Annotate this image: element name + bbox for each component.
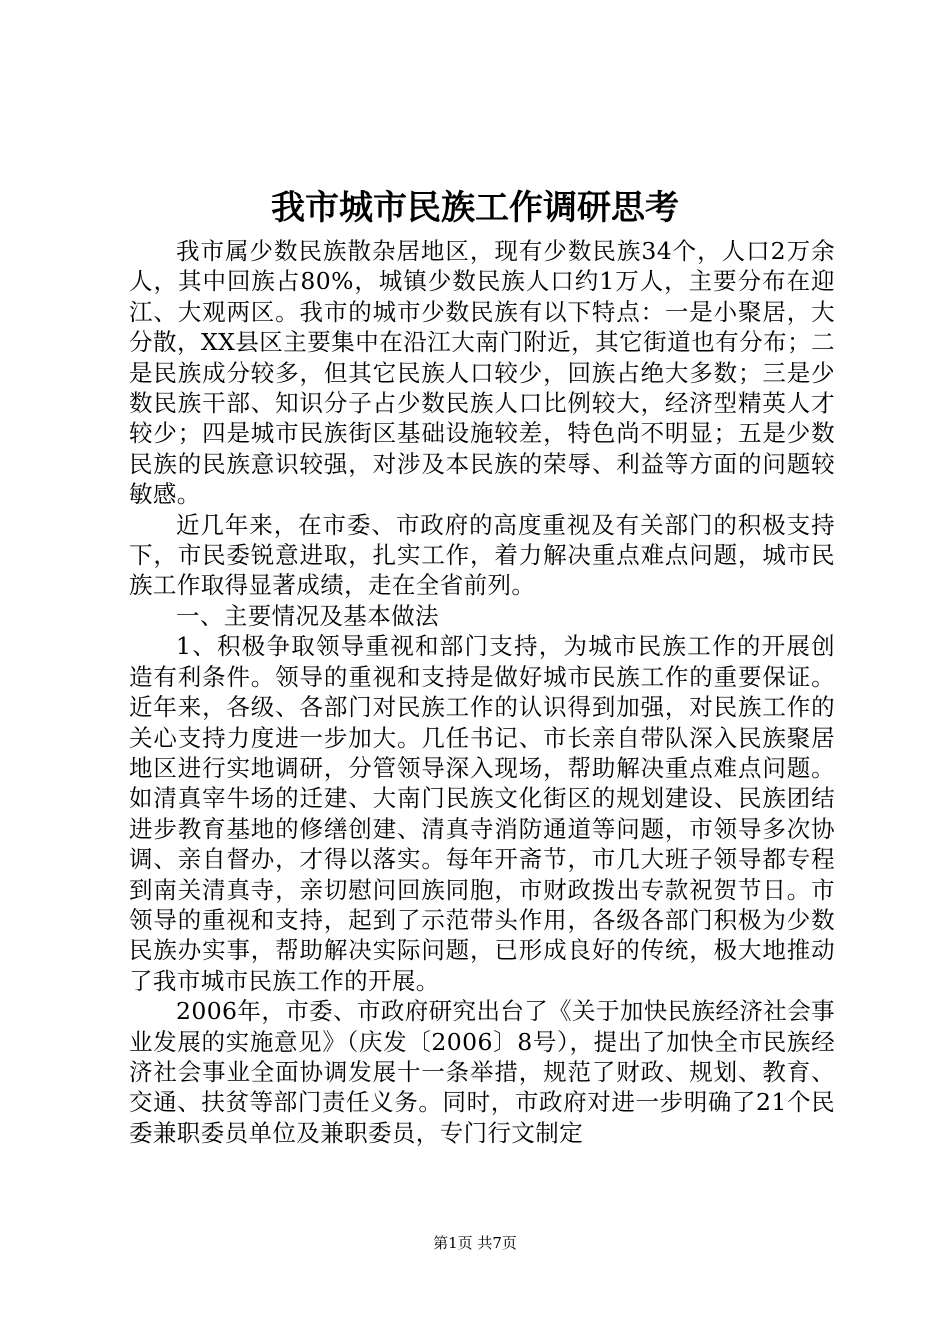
document-body: [129, 236, 835, 1148]
paragraph-item-1: 1、积极争取领导重视和部门支持，为城市民族工作的开展创造有利条件。领导的重视和支持是做好城市民族工作的重要保证。近年来，各级、各部门对民族工作的认识得到加强，对民族工作的关心支持力度进一步加大。几任书记、市长亲自带队深入民族聚居地区进行实地调研，分管领导深入现场，帮助解决重点难点问题。如清真宰牛场的迁建、大南门民族文化街区的规划建设、民族团结进步教育基地的修缮创建、清真寺消防通道等问题，市领导多次协调、亲自督办，才得以落实。每年开斋节，市几大班子领导都专程到南关清真寺，亲切慰问回族同胞，市财政拨出专款祝贺节日。市领导的重视和支持，起到了示范带头作用，各级各部门积极为少数民族办实事，帮助解决实际问题，已形成良好的传统，极大地推动了我市城市民族工作的开展。: [129, 632, 835, 995]
paragraph-2006-policy: 2006年，市委、市政府研究出台了《关于加快民族经济社会事业发展的实施意见》（庆发〔2006〕8号），提出了加快全市民族经济社会事业全面协调发展十一条举措，规范了财政、规划、教育、交通、扶贫等部门责任义务。同时，市政府对进一步明确了21个民委兼职委员单位及兼职委员，专门行文制定: [129, 997, 835, 1147]
paragraph-intro: 我市属少数民族散杂居地区，现有少数民族34个，人口2万余人，其中回族占80%，城镇少数民族人口约1万人，主要分布在迎江、大观两区。我市的城市少数民族有以下特点：一是小聚居，大分散，XX县区主要集中在沿江大南门附近，其它街道也有分布；二是民族成分较多，但其它民族人口较少，回族占绝大多数；三是少数民族干部、知识分子占少数民族人口比例较大，经济型精英人才较少；四是城市民族街区基础设施较差，特色尚不明显；五是少数民族的民族意识较强，对涉及本民族的荣辱、利益等方面的问题较敏感。: [129, 237, 835, 509]
page-footer: 第1页 共7页: [433, 1234, 517, 1252]
section-heading: 一、主要情况及基本做法: [176, 601, 439, 630]
document-title: 我市城市民族工作调研思考: [271, 188, 679, 228]
paragraph-achievements: 近几年来，在市委、市政府的高度重视及有关部门的积极支持下，市民委锐意进取，扎实工作，着力解决重点难点问题，城市民族工作取得显著成绩，走在全省前列。: [129, 510, 835, 600]
